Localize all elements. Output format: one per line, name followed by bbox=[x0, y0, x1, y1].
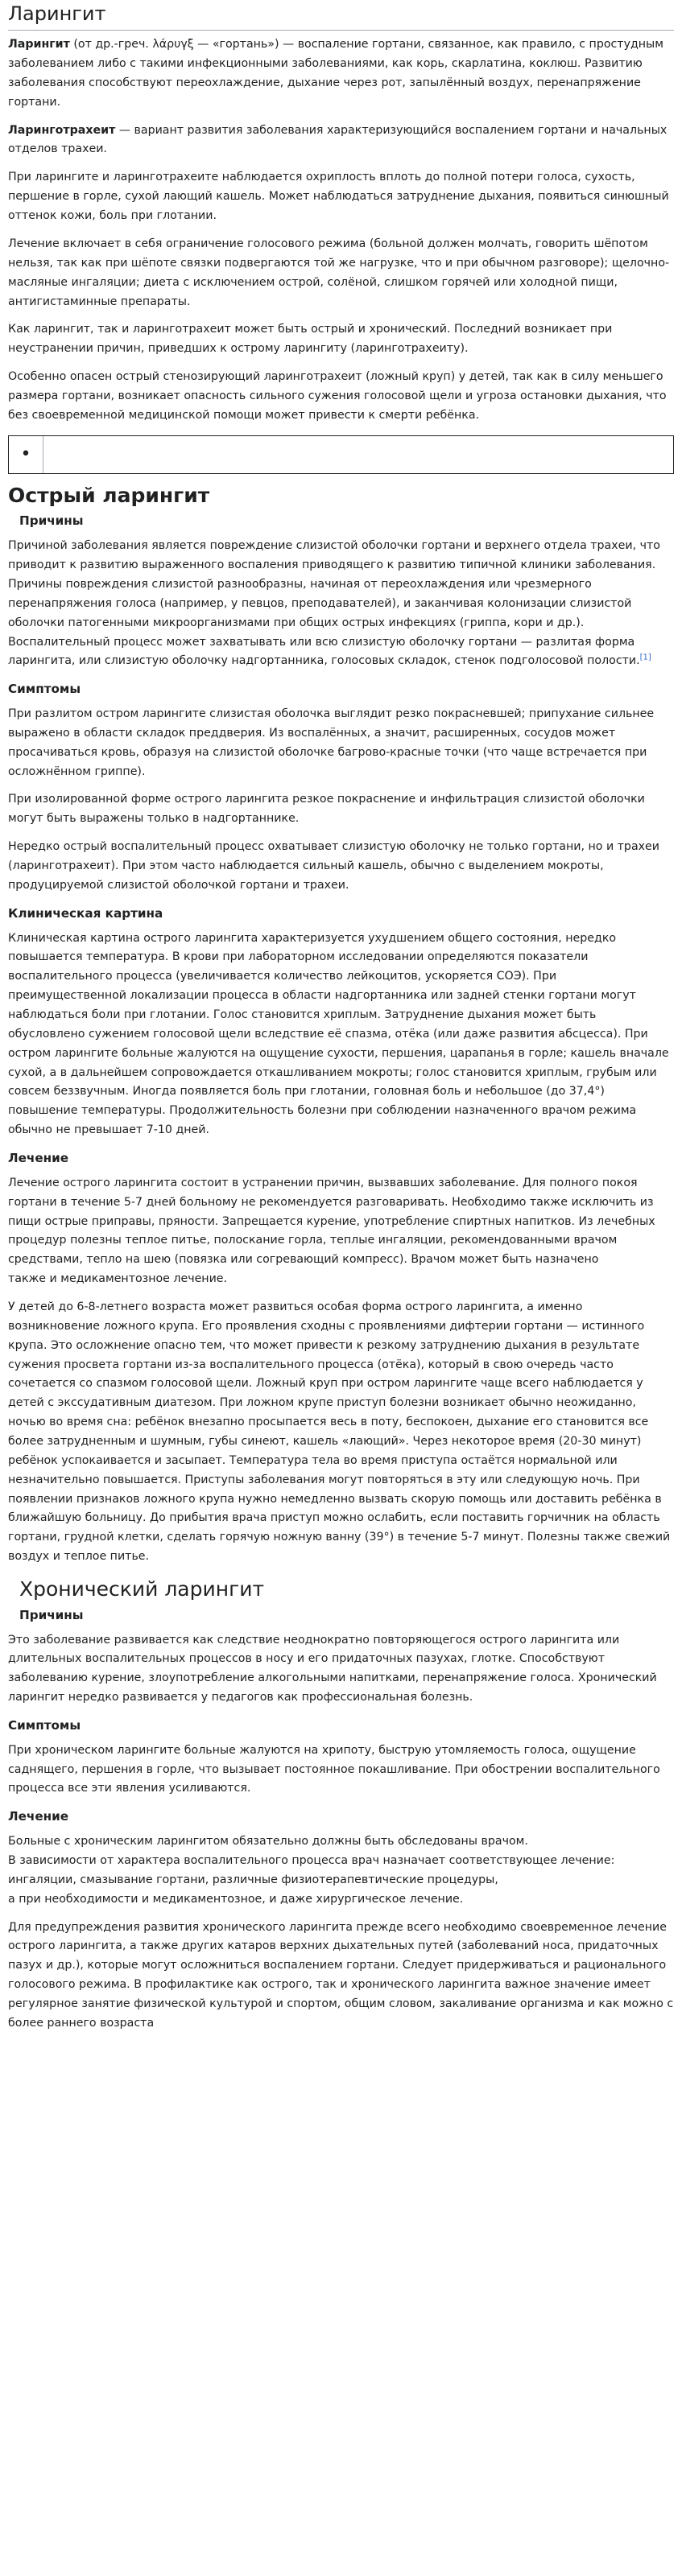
section-acute bbox=[8, 482, 674, 1567]
treatment-paragraph: Больные с хроническим ларингитом обязательно должны быть обследованы врачом. В зависимости от характера воспалительного процесса врач назначает соответствующее лечение: ингаляции, смазывание гортани, различные физиотерапевтические процедуры, а при необходимости и медикаментозное, и даже хирургическое лечение. bbox=[8, 1835, 615, 1906]
section-chronic bbox=[8, 1576, 674, 2034]
clinical-paragraph: Клиническая картина острого ларингита характеризуется ухудшением общего состояния, нередко повышается температура. В крови при лабораторном исследовании определяются показатели воспалительного процесса (увеличивается количество лейкоцитов, ускоряется СОЭ). При преимущественной локализации процесса в области надгортанника или задней стенки гортани могут наблюдаться боли при глотании. Голос становится хриплым. Затруднение дыхания может быть обусловлено сужением голосовой щели вследствие её спазма, отёка (или даже развития абсцесса). При остром ларингите больные жалуются на ощущение сухости, першения, царапанья в горле; кашель вначале сухой, а в дальнейшем сопровождается откашливанием мокроты; голос становится хриплым, грубым или совсем беззвучным. Иногда появляется боль при глотании, головная боль и небольшое (до 37,4°) повышение температуры. Продолжительность болезни при соблюдении назначенного врачом режима обычно не превышает 7-10 дней. bbox=[8, 931, 669, 1137]
treatment-paragraph: Лечение острого ларингита состоит в устранении причин, вызвавших заболевание. Для полного покоя гортани в течение 5-7 дней больному не рекомендуется разговаривать. Необходимо также исключить из пищи острые приправы, пряности. Запрещается курение, употребление спиртных напитков. Из лечебных процедур полезны теплое питье, полоскание горла, теплые ингаляции, рекомендованными врачом средствами, тепло на шею (повязка или согревающий компресс). Врачом может быть назначено также и медикаментозное лечение. bbox=[8, 1176, 655, 1286]
intro-paragraph: Лечение включает в себя ограничение голосового режима (больной должен молчать, говорить шёпотом нельзя, так как при шёпоте связки подвергаются той же нагрузке, что и при обычном разговоре); щелочно-масляные ингаляции; диета с исключением острой, солёной, слишком горячей или холодной пищи, антигистаминные препараты. bbox=[8, 237, 670, 308]
prevention-paragraph: Для предупреждения развития хронического ларингита прежде всего необходимо своевременное лечение острого ларингита, а также других катаров верхних дыхательных путей (заболеваний носа, придаточных пазух и др.), которые могут осложниться воспалением гортани. Следует придерживаться и рационального голосового режима. В профилактике как острого, так и хронического ларингита важное значение имеет регулярное занятие физической культурой и спортом, общим словом, закаливание организма и как можно с более раннего возраста bbox=[8, 1920, 674, 2030]
intro-paragraph: Особенно опасен острый стенозирующий ларинготрахеит (ложный круп) у детей, так как в силу меньшего размера гортани, возникает опасность сильного сужения голосовой щели и угроза остановки дыхания, что без своевременной медицинской помощи может привести к смерти ребёнка. bbox=[8, 370, 667, 422]
symptoms-paragraph: При хроническом ларингите больные жалуются на хрипоту, быструю утомляемость голоса, ощущение саднящего, першения в горле, что вызывает постоянное покашливание. При обострении воспалительного процесса все эти явления усиливаются. bbox=[8, 1743, 660, 1795]
subheading-clinical-picture: Клиническая картина bbox=[8, 905, 163, 921]
subheading-treatment: Лечение bbox=[8, 1151, 69, 1165]
subheading-symptoms: Симптомы bbox=[8, 682, 81, 697]
subheading-treatment: Лечение bbox=[8, 1809, 69, 1824]
intro-paragraph: Ларинготрахеит — вариант развития заболевания характеризующийся воспалением гортани и начальных отделов трахеи. bbox=[8, 123, 668, 156]
table-of-contents-box[interactable] bbox=[8, 435, 674, 474]
toc-bullet-icon[interactable]: • bbox=[9, 436, 43, 473]
term-bold: Ларингит bbox=[8, 38, 70, 52]
intro-paragraph: Ларингит (от др.-греч. λάρυγξ — «гортань») — воспаление гортани, связанное, как правило, с простудным заболеванием либо с такими инфекционными заболеваниями, как корь, скарлатина, коклюш. Развитию заболевания способствуют переохлаждение, дыхание через рот, запылённый воздух, перенапряжение гортани. bbox=[8, 38, 663, 109]
intro-paragraph: При ларингите и ларинготрахеите наблюдается охриплость вплоть до полной потери голоса, сухость, першение в горле, сухой лающий кашель. Может наблюдаться затруднение дыхания, появиться синюшный оттенок кожи, боль при глотании. bbox=[8, 171, 669, 223]
intro-section bbox=[8, 35, 674, 425]
symptoms-paragraph: При изолированной форме острого ларингита резкое покраснение и инфильтрация слизистой оболочки могут быть выражены только в надгортаннике. bbox=[8, 793, 645, 826]
symptoms-paragraph: При разлитом остром ларингите слизистая оболочка выглядит резко покрасневшей; припухание сильнее выражено в области складок преддверия. Из воспалённых, а значит, расширенных, сосудов может просачиваться кровь, образуя на слизистой оболочке багрово-красные точки (что чаще встречается при осложнённом гриппе). bbox=[8, 707, 655, 778]
subheading-causes: Причины bbox=[19, 513, 84, 529]
subheading-causes: Причины bbox=[19, 1607, 84, 1622]
term-bold: Ларинготрахеит bbox=[8, 123, 116, 137]
intro-paragraph: Как ларингит, так и ларинготрахеит может быть острый и хронический. Последний возникает при неустранении причин, приведших к острому ларингиту (ларинготрахеиту). bbox=[8, 323, 613, 356]
causes-paragraph: Причиной заболевания является повреждение слизистой оболочки гортани и верхнего отдела трахеи, что приводит к развитию выраженного воспаления приводящего к развитию типичной клиники заболевания. Причины повреждения слизистой разнообразны, начиная от переохлаждения или чрезмерного перенапряжения голоса (например, у певцов, преподавателей), и заканчивая колонизации слизистой оболочки патогенными микроорганизмами при общих острых инфекциях (гриппа, кори и др.). Воспалительный процесс может захватывать или всю слизистую оболочку гортани — разлитая форма ларингита, или слизистую оболочку надгортанника, голосовых складок, стенок подголосовой полости.[1] bbox=[8, 539, 660, 668]
reference-link[interactable]: [1] bbox=[639, 653, 651, 662]
page-title: Ларингит bbox=[8, 0, 674, 31]
subheading-symptoms: Симптомы bbox=[8, 1717, 81, 1733]
causes-paragraph: Это заболевание развивается как следствие неоднократно повторяющегося острого ларингита или длительных воспалительных процессов в носу и его придаточных пазухах, глотке. Способствуют заболеванию курение, злоупотребление алкогольными напитками, перенапряжение голоса. Хронический ларингит нередко развивается у педагогов как профессиональная болезнь. bbox=[8, 1633, 657, 1704]
symptoms-paragraph: Нередко острый воспалительный процесс охватывает слизистую оболочку не только гортани, но и трахеи (ларинготрахеит). При этом часто наблюдается сильный кашель, обычно с выделением мокроты, продуцируемой слизистой оболочкой гортани и трахеи. bbox=[8, 840, 659, 892]
section-heading-chronic: Хронический ларингит bbox=[19, 1577, 265, 1601]
false-croup-paragraph: У детей до 6-8-летнего возраста может развиться особая форма острого ларингита, а именно возникновение ложного крупа. Его проявления сходны с проявлениями дифтерии гортани — истинного крупа. Это осложнение опасно тем, что может привести к резкому затруднению дыхания в результате сужения просвета гортани из-за воспалительного процесса (отёка), который в свою очередь часто сочетается со спазмом голосовой щели. Ложный круп при остром ларингите чаще всего наблюдается у детей с экссудативным диатезом. При ложном крупе приступ болезни возникает обычно неожиданно, ночью во время сна: ребёнок внезапно просыпается весь в поту, беспокоен, дыхание его становится все более затрудненным и шумным, губы синеют, кашель «лающий». Через некоторое время (20-30 минут) ребёнок успокаивается и засыпает. Температура тела во время приступа остаётся нормальной или незначительно повышается. Приступы заболевания могут повторяться в эту или следующую ночь. При появлении признаков ложного крупа нужно немедленно вызвать скорую помощь или доставить ребёнка в ближайшую больницу. До прибытия врача приступ можно ослабить, если поставить горчичник на область гортани, грудной клетки, сделать горячую ножную ванну (39°) в течение 5-7 минут. Полезны также свежий воздух и теплое питье. bbox=[8, 1300, 671, 1564]
section-heading-acute: Острый ларингит bbox=[8, 483, 210, 507]
